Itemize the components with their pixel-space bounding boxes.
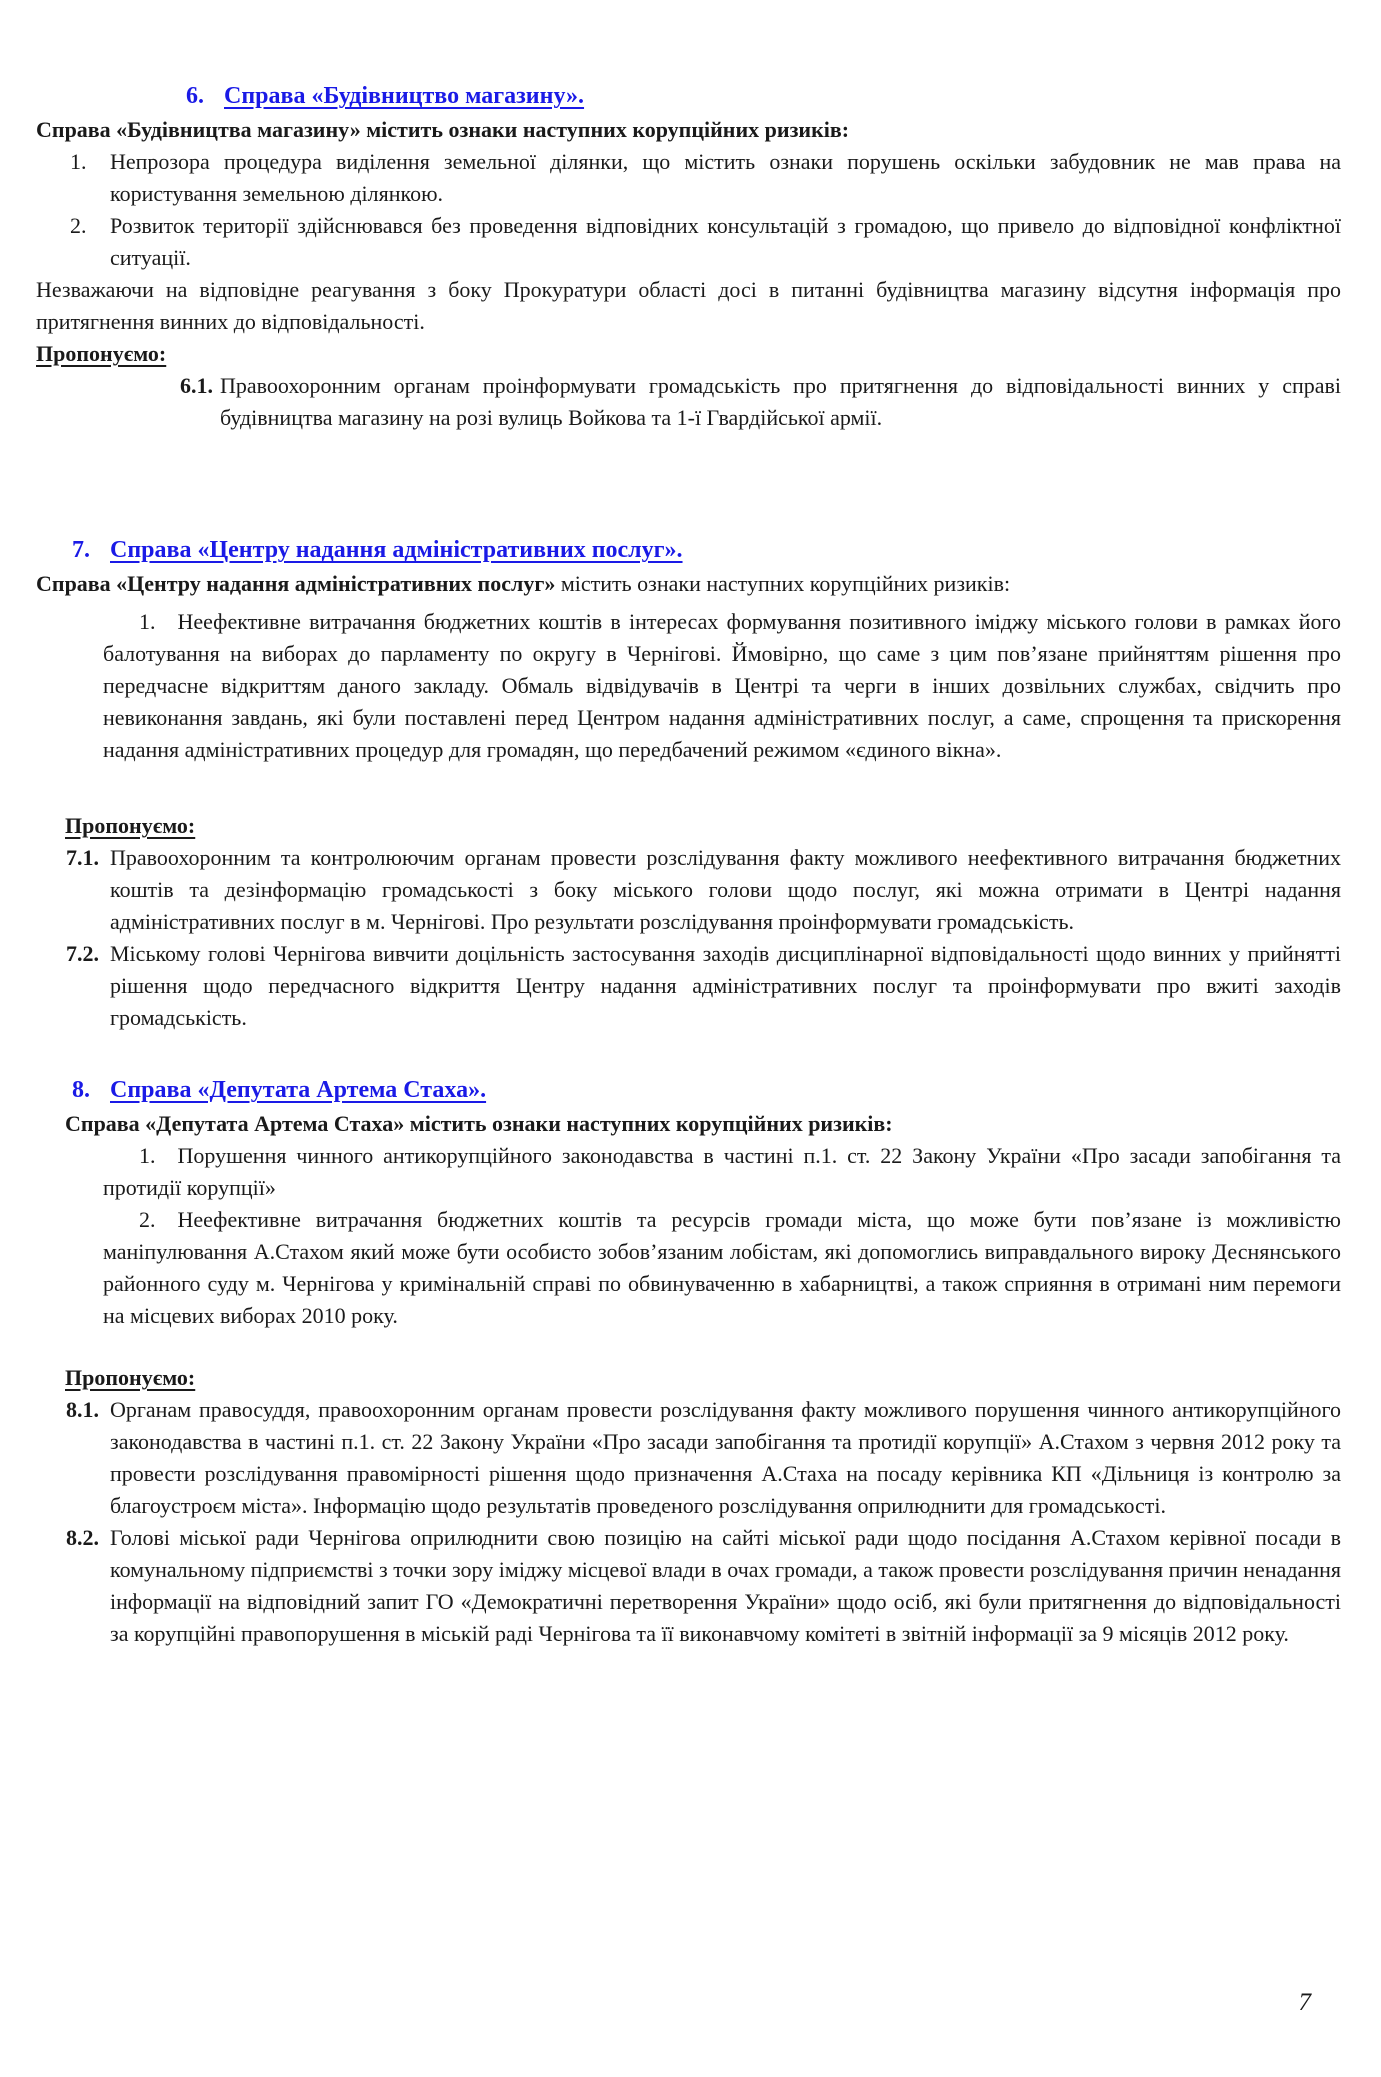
section-8-proposal-8-1 <box>36 1394 1341 1522</box>
paragraph-number: 1. <box>139 1143 156 1168</box>
section-7-paragraph-1 <box>103 606 1341 766</box>
section-8-intro: Справа «Депутата Артема Стаха» містить ознаки наступних корупційних ризиків: <box>65 1111 893 1136</box>
proposal-text: Голові міської ради Чернігова оприлюднити свою позицію на сайті міської ради щодо посідання А.Стахом керівної посади в комунальному підприємстві з точки зору іміджу місцевої влади в очах громади, а також провести розслідування причин ненадання інформації на відповідний запит ГО «Демократичні перетворення України» щодо осіб, які були притягнення до відповідальності за корупційні правопорушення в міській раді Чернігова та її виконавчому комітеті в звітній інформації за 9 місяців 2012 року. <box>110 1525 1341 1646</box>
section-7-intro-rest: містить ознаки наступних корупційних ризиків: <box>555 571 1011 596</box>
section-6-heading <box>186 80 1341 112</box>
list-text: Розвиток території здійснювався без проведення відповідних консультацій з громадою, що привело до відповідної конфліктної ситуації. <box>110 213 1341 270</box>
section-6-proposal-6-1 <box>36 370 1341 434</box>
page-number: 7 <box>1298 1989 1311 2016</box>
proposal-number: 8.1. <box>66 1397 99 1422</box>
proposal-text: Органам правосуддя, правоохоронним органам провести розслідування факту можливого порушення чинного антикорупційного законодавства в частині п.1. ст. 22 Закону України «Про засади запобігання та протидії корупції» А.Стахом з червня 2012 року та провести розслідування правомірності рішення щодо призначення А.Стаха на посаду керівника КП «Дільниця із контролю за благоустроєм міста». Інформацію щодо результатів проведеного розслідування оприлюднити для громадськості. <box>110 1397 1341 1518</box>
list-number: 2. <box>70 213 87 238</box>
section-8-title: Справа «Депутата Артема Стаха». <box>110 1077 487 1103</box>
section-8-propose-label: Пропонуємо: <box>65 1365 196 1390</box>
list-number: 1. <box>70 149 87 174</box>
section-6-item-1 <box>36 146 1341 210</box>
section-7-intro-bold: Справа «Центру надання адміністративних послуг» <box>36 571 556 596</box>
section-6-paragraph: Незважаючи на відповідне реагування з боку Прокуратури області досі в питанні будівництва магазину відсутня інформація про притягнення винних до відповідальності. <box>36 277 1341 334</box>
section-7-propose-label: Пропонуємо: <box>65 813 196 838</box>
section-6-intro: Справа «Будівництва магазину» містить ознаки наступних корупційних ризиків: <box>36 117 850 142</box>
paragraph-text: Неефективне витрачання бюджетних коштів та ресурсів громади міста, що може бути пов’язане із можливістю маніпулювання А.Стахом який може бути особисто зобов’язаним лобістам, які допомоглись виправдального вироку Деснянського районного суду м. Чернігова у кримінальній справі по обвинуваченню в хабарництві, а також сприяння в отримані ним перемоги на місцевих виборах 2010 року. <box>103 1207 1341 1328</box>
section-7-heading <box>72 534 1341 566</box>
proposal-number: 7.1. <box>66 845 99 870</box>
section-7-number: 7. <box>72 537 90 563</box>
paragraph-number: 2. <box>139 1207 156 1232</box>
proposal-number: 7.2. <box>66 941 99 966</box>
paragraph-number: 1. <box>139 609 156 634</box>
section-7-intro <box>36 568 1341 600</box>
section-6-item-2 <box>36 210 1341 274</box>
paragraph-text: Неефективне витрачання бюджетних коштів в інтересах формування позитивного іміджу міського голови в рамках його балотування на виборах до парламенту по округу в Чернігові. Ймовірно, що саме з цим пов’язане прийняттям рішення про передчасне відкриттям даного закладу. Обмаль відвідувачів в Центрі та черги в інших дозвільних службах, свідчить про невиконання завдань, які були поставлені перед Центром надання адміністративних послуг, а саме, спрощення та прискорення надання адміністративних процедур для громадян, що передбачений режимом «єдиного вікна». <box>103 609 1341 762</box>
paragraph-text: Порушення чинного антикорупційного законодавства в частині п.1. ст. 22 Закону України «Про засади запобігання та протидії корупції» <box>103 1143 1341 1200</box>
proposal-text: Міському голові Чернігова вивчити доцільність застосування заходів дисциплінарної відповідальності щодо винних у прийнятті рішення щодо передчасного відкриття Центру надання адміністративних послуг та проінформувати про вжиті заходів громадськість. <box>110 941 1341 1030</box>
section-6-title: Справа «Будівництво магазину». <box>224 83 585 109</box>
section-8-heading <box>72 1074 1341 1106</box>
proposal-text: Правоохоронним та контролюючим органам провести розслідування факту можливого неефективного витрачання бюджетних коштів та дезінформацію громадськості з боку міського голови щодо послуг, які можна отримати в Центрі надання адміністративних послуг в м. Чернігові. Про результати розслідування проінформувати громадськість. <box>110 845 1341 934</box>
section-8-paragraph-2 <box>103 1204 1341 1332</box>
section-7-proposal-7-1 <box>36 842 1341 938</box>
proposal-number: 6.1. <box>180 373 213 398</box>
list-text: Непрозора процедура виділення земельної ділянки, що містить ознаки порушень оскільки забудовник не мав права на користування земельною ділянкою. <box>110 149 1341 206</box>
section-8-paragraph-1 <box>103 1140 1341 1204</box>
section-8-number: 8. <box>72 1077 90 1103</box>
section-8-proposal-8-2 <box>36 1522 1341 1650</box>
proposal-number: 8.2. <box>66 1525 99 1550</box>
section-6-propose-label: Пропонуємо: <box>36 341 167 366</box>
section-6-number: 6. <box>186 83 204 109</box>
section-7-proposal-7-2 <box>36 938 1341 1034</box>
proposal-text: Правоохоронним органам проінформувати громадськість про притягнення до відповідальності винних у справі будівництва магазину на розі вулиць Войкова та 1-ї Гвардійської армії. <box>220 373 1341 430</box>
section-7-title: Справа «Центру надання адміністративних послуг». <box>110 537 683 563</box>
